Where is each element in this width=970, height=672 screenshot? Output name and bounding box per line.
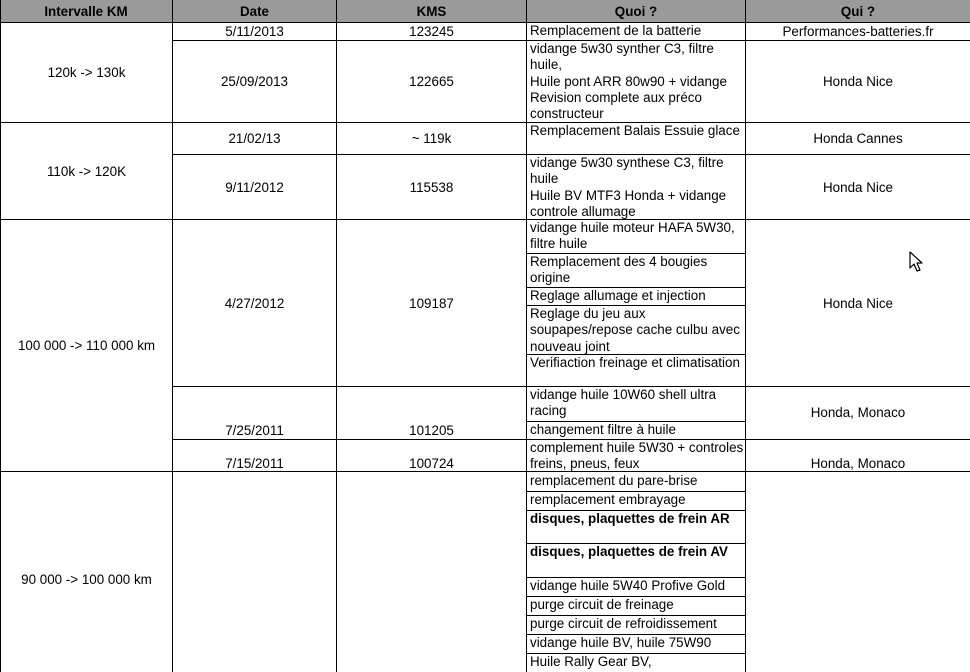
date-cell[interactable]: 25/09/2013 (220, 74, 289, 89)
header-date[interactable]: Date (173, 0, 336, 22)
kms-cell[interactable]: 100724 (409, 455, 454, 471)
quoi-cell[interactable]: Huile Rally Gear BV, (530, 654, 652, 669)
kms-cell[interactable]: 115538 (409, 179, 454, 195)
date-cell[interactable]: 5/11/2013 (225, 24, 284, 39)
quoi-cell[interactable]: Remplacement de la batterie (530, 23, 702, 38)
qui-cell[interactable]: Honda Cannes (813, 131, 903, 146)
quoi-cell[interactable]: disques, plaquettes de frein AR (530, 511, 730, 526)
kms-cell[interactable]: 109187 (409, 295, 454, 311)
date-cell[interactable]: 9/11/2012 (225, 179, 284, 195)
header-kms[interactable]: KMS (337, 0, 526, 22)
quoi-cell[interactable]: vidange huile 10W60 shell ultra racing (530, 387, 717, 419)
quoi-cell[interactable]: disques, plaquettes de frein AV (530, 544, 728, 559)
date-cell[interactable]: 7/25/2011 (225, 423, 284, 438)
qui-cell[interactable]: Honda Nice (823, 74, 893, 89)
quoi-cell[interactable]: vidange 5w30 synthese C3, filtre huile Huile BV MTF3 Honda + vidange controle allumage (530, 155, 727, 219)
quoi-cell[interactable]: Remplacement des 4 bougies origine (530, 254, 708, 286)
qui-cell[interactable]: Honda Nice (823, 179, 893, 195)
interval-cell[interactable]: 120k -> 130k (47, 65, 126, 80)
interval-cell[interactable]: 90 000 -> 100 000 km (21, 571, 152, 587)
kms-cell[interactable]: ~ 119k (411, 131, 452, 146)
quoi-cell[interactable]: changement filtre à huile (530, 422, 676, 437)
interval-cell[interactable]: 110k -> 120K (46, 163, 127, 179)
date-cell[interactable]: 4/27/2012 (224, 295, 285, 311)
quoi-cell[interactable]: vidange huile 5W40 Profive Gold (530, 578, 726, 593)
kms-cell[interactable]: 122665 (409, 74, 454, 89)
qui-cell[interactable]: Performances-batteries.fr (782, 24, 934, 39)
quoi-cell[interactable]: remplacement embrayage (530, 492, 686, 507)
interval-cell[interactable]: 100 000 -> 110 000 km (17, 338, 156, 353)
quoi-cell[interactable]: purge circuit de freinage (530, 597, 674, 612)
kms-cell[interactable]: 101205 (409, 423, 454, 438)
quoi-cell[interactable]: remplacement du pare-brise (530, 473, 698, 488)
quoi-cell[interactable]: vidange 5w30 synther C3, filtre huile, Huile pont ARR 80w90 + vidange Revision complete aux préco constructeur (530, 41, 727, 122)
quoi-cell[interactable]: vidange huile moteur HAFA 5W30, filtre huile (530, 220, 735, 252)
quoi-cell[interactable]: Reglage allumage et injection (530, 288, 706, 303)
mouse-cursor-icon (909, 251, 923, 273)
qui-cell[interactable]: Honda Nice (823, 295, 893, 311)
date-cell[interactable]: 7/15/2011 (225, 455, 284, 471)
quoi-cell[interactable]: Reglage du jeu aux soupapes/repose cache culbu avec nouveau joint (530, 306, 740, 354)
header-intervalle[interactable]: Intervalle KM (0, 0, 172, 22)
header-quoi[interactable]: Quoi ? (527, 0, 745, 22)
quoi-cell[interactable]: complement huile 5W30 + controles freins, pneus, feux (530, 440, 744, 472)
quoi-cell[interactable]: purge circuit de refroidissement (530, 616, 717, 631)
kms-cell[interactable]: 123245 (409, 24, 454, 39)
qui-cell[interactable]: Honda, Monaco (810, 404, 906, 420)
quoi-cell[interactable]: vidange huile BV, huile 75W90 (530, 635, 712, 650)
quoi-cell[interactable]: Remplacement Balais Essuie glace (530, 123, 740, 138)
date-cell[interactable]: 21/02/13 (228, 131, 281, 146)
qui-cell[interactable]: Honda, Monaco (810, 455, 906, 471)
quoi-cell[interactable]: Verifiaction freinage et climatisation (530, 355, 740, 370)
header-qui[interactable]: Qui ? (746, 0, 970, 22)
